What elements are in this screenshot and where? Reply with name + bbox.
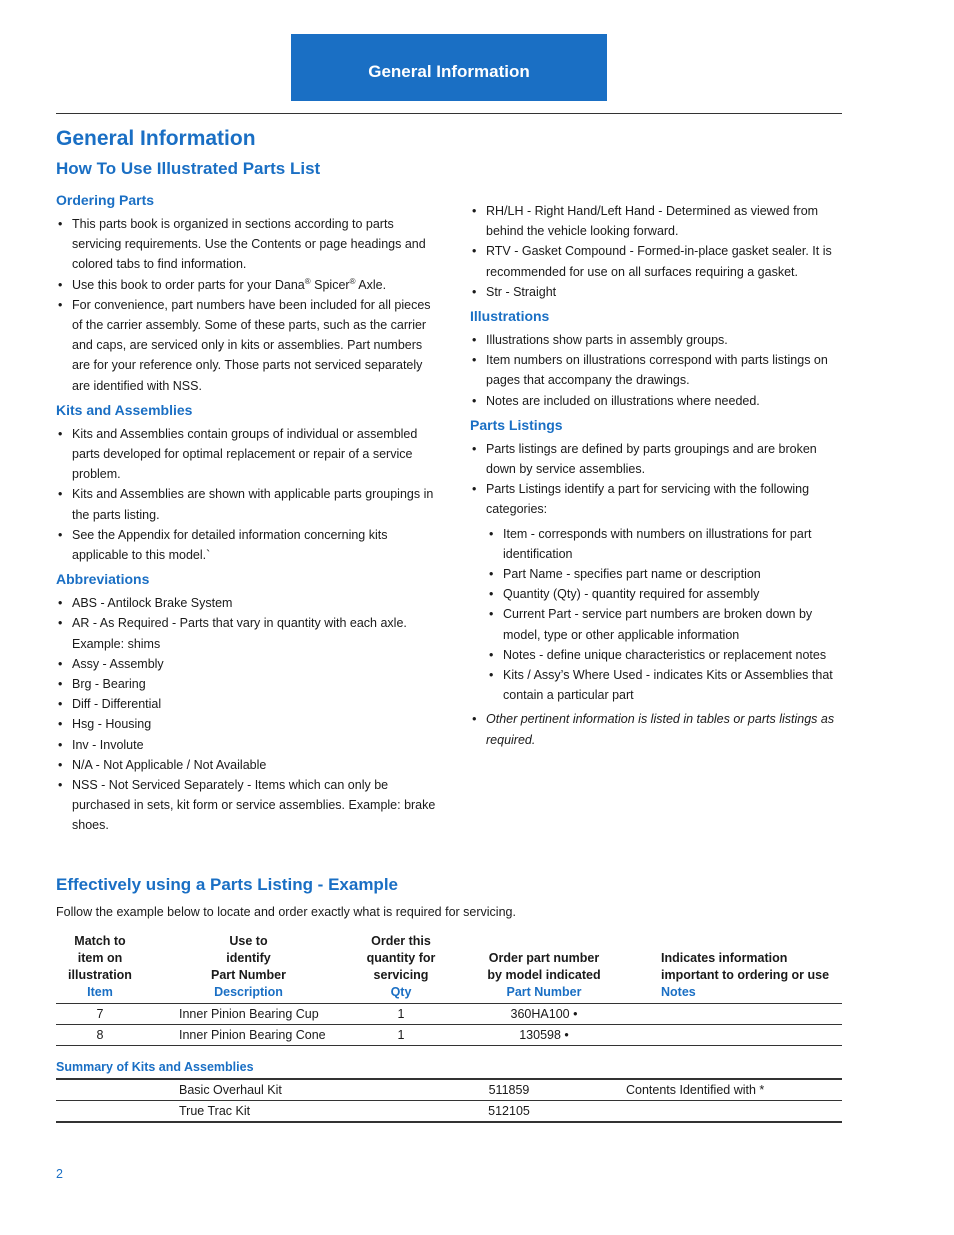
list-item: • Hsg - Housing [56,714,436,734]
header-line: identify [226,951,271,965]
table-row [56,1101,842,1123]
cell-qty: 1 [353,1025,449,1046]
list-item: • Part Name - specifies part name or description [487,564,846,584]
parts-listings-note [470,709,846,749]
parts-listings-list [470,439,846,520]
list-item: • Notes are included on illustrations where needed. [470,391,846,411]
list-item: • ABS - Antilock Brake System [56,593,436,613]
list-item: • RH/LH - Right Hand/Left Hand - Determined as viewed from behind the vehicle looking forward. [470,201,846,241]
cell-item: 7 [56,1004,144,1025]
header-line: illustration [68,968,132,982]
cell-notes [604,1101,842,1123]
example-heading: Effectively using a Parts Listing - Example [56,875,398,894]
section-tab: General Information [291,34,607,101]
header-line: Part Number [210,968,287,982]
column-header-notes [639,933,842,1004]
parts-listings-heading: Parts Listings [470,416,563,433]
header-label: Qty [390,985,412,999]
list-item: • Assy - Assembly [56,654,436,674]
list-item: • Notes - define unique characteristics or replacement notes [487,645,846,665]
header-line: by model indicated [487,968,601,982]
kits-list [56,424,436,565]
list-item-dana [56,275,436,295]
dana-text-post: Axle. [355,277,387,292]
summary-table [56,1078,842,1123]
parts-listings-sublist [470,524,846,706]
cell-kit-name: Basic Overhaul Kit [179,1079,414,1101]
list-item: • Parts listings are defined by parts groupings and are broken down by service assemblies. [470,439,846,479]
page-subtitle: How To Use Illustrated Parts List [56,159,321,178]
list-item: • See the Appendix for detailed information concerning kits applicable to this model.` [56,525,436,565]
cell-notes [639,1025,842,1046]
abbreviations-list-continued [470,201,846,302]
table-row [56,1079,842,1101]
cell-part-number: 360HA100 • [449,1004,639,1025]
page-number: 2 [56,1167,63,1181]
cell-notes [639,1004,842,1025]
header-line: Order this [371,934,431,948]
cell-spacer [56,1101,179,1123]
illustrations-list [470,330,846,411]
list-item: • Current Part - service part numbers are broken down by model, type or other applicable information [487,604,846,644]
list-item: • N/A - Not Applicable / Not Available [56,755,436,775]
dana-text-mid: Spicer [310,277,350,292]
header-label: Notes [661,985,696,999]
cell-qty: 1 [353,1004,449,1025]
right-column [470,201,846,754]
abbreviations-heading: Abbreviations [56,571,150,588]
list-item: • Kits and Assemblies contain groups of individual or assembled parts developed for optimal replacement or repair of a service problem. [56,424,436,485]
header-label: Item [87,985,113,999]
header-line: item on [77,951,123,965]
list-item: • Inv - Involute [56,735,436,755]
registered-mark: ® [304,276,311,286]
list-item: • This parts book is organized in sections according to parts servicing requirements. Use the Contents or page headings and colored tabs to find information. [56,214,436,275]
ordering-heading: Ordering Parts [56,192,155,208]
header-line: servicing [373,968,429,982]
list-item: • Kits and Assemblies are shown with applicable parts groupings in the parts listing. [56,484,436,524]
registered-mark: ® [349,276,356,286]
column-header-qty [353,933,449,1004]
header-line: quantity for [366,951,436,965]
dana-text-pre: Use this book to order parts for your Dana [72,277,305,292]
list-item: • RTV - Gasket Compound - Formed-in-place gasket sealer. It is recommended for use on all surfaces requiring a gasket. [470,241,846,281]
cell-part-number: 511859 [414,1079,604,1101]
cell-part-number: 130598 • [449,1025,639,1046]
cell-spacer [56,1079,179,1101]
illustrations-heading: Illustrations [470,308,550,325]
cell-part-number: 512105 [414,1101,604,1123]
header-label: Part Number [506,985,582,999]
column-header-part-number [449,933,639,1004]
list-item: • Item - corresponds with numbers on illustrations for part identification [487,524,846,564]
header-rule [56,113,842,114]
list-item: • Quantity (Qty) - quantity required for assembly [487,584,846,604]
summary-title: Summary of Kits and Assemblies [56,1060,254,1074]
left-column [56,190,436,840]
page-title: General Information [56,127,256,150]
header-line: Order part number [488,951,600,965]
example-intro: Follow the example below to locate and order exactly what is required for servicing. [56,905,516,919]
ordering-list [56,214,436,396]
table-row [56,1004,842,1025]
list-item: • Brg - Bearing [56,674,436,694]
header-line: important to ordering or use [661,968,830,982]
example-table [56,933,842,1046]
list-item: • Diff - Differential [56,694,436,714]
cell-description: Inner Pinion Bearing Cone [144,1025,353,1046]
list-item-italic-note: • Other pertinent information is listed in tables or parts listings as required. [470,709,846,749]
cell-item: 8 [56,1025,144,1046]
column-header-description [144,933,353,1004]
cell-notes: Contents Identified with * [604,1079,842,1101]
list-item: • Kits / Assy’s Where Used - indicates Kits or Assemblies that contain a particular part [487,665,846,705]
cell-description: Inner Pinion Bearing Cup [144,1004,353,1025]
list-item: • Str - Straight [470,282,846,302]
table-row [56,1025,842,1046]
list-item: • Parts Listings identify a part for servicing with the following categories: [470,479,846,519]
column-header-item [56,933,144,1004]
cell-kit-name: True Trac Kit [179,1101,414,1123]
abbreviations-list [56,593,436,835]
list-item: • For convenience, part numbers have been included for all pieces of the carrier assembly. Some of these parts, such as the carrier and caps, are serviced only in kits or assemblies. Part numbers are for your reference only. Those parts not serviced separately are identified with NSS. [56,295,436,396]
list-item: • Illustrations show parts in assembly groups. [470,330,846,350]
list-item: • AR - As Required - Parts that vary in quantity with each axle. Example: shims [56,613,436,653]
header-line: Use to [229,934,268,948]
header-label: Description [214,985,283,999]
header-line: Match to [74,934,126,948]
list-item: • NSS - Not Serviced Separately - Items which can only be purchased in sets, kit form or service assemblies. Example: brake shoes. [56,775,436,836]
kits-heading: Kits and Assemblies [56,401,193,418]
header-line: Indicates information [661,951,788,965]
list-item: • Item numbers on illustrations correspond with parts listings on pages that accompany the drawings. [470,350,846,390]
